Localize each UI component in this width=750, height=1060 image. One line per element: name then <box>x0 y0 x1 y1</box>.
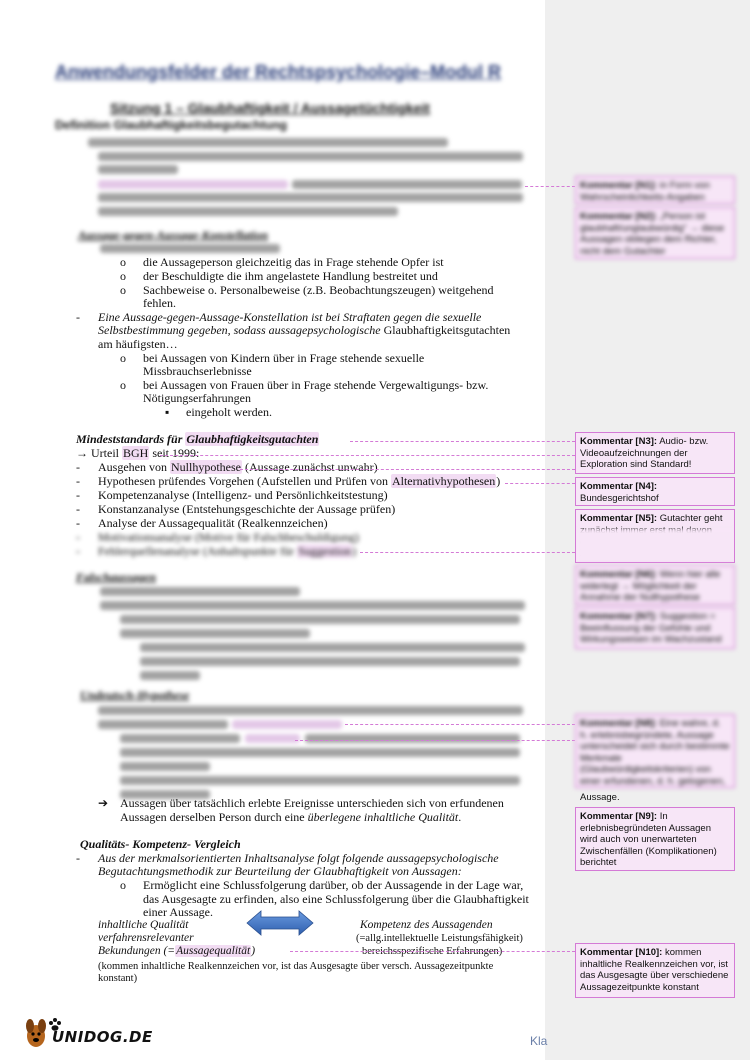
qual-right-2: (=allg.intellektuelle Leistungsfähigkeit) <box>356 933 523 944</box>
mindeststandards-heading: Mindeststandards für Glaubhaftigkeitsgutachten <box>76 432 319 446</box>
comment-connector <box>505 483 575 484</box>
comment-n4[interactable]: Kommentar [N4]: Bundesgerichtshof <box>575 477 735 506</box>
line-eingeholt: eingeholt werden. <box>186 405 272 419</box>
comment-connector <box>160 455 575 456</box>
qual-left-1: inhaltliche Qualität <box>98 919 189 931</box>
comment-connector <box>290 951 575 952</box>
bullet-o: o <box>120 269 126 283</box>
comment-n10[interactable]: Kommentar [N10]: kommen inhaltliche Realkennzeichen vor, ist das Ausgesagte über verschiedene Aussagezeitpunkte konstant <box>575 943 735 998</box>
item-hypothesen: Hypothesen prüfendes Vorgehen (Aufstellen und Prüfen von Alternativhypothesen) <box>98 474 501 488</box>
line-aussage-gegen-aussage: Eine Aussage-gegen-Aussage-Konstellation ist bei Straftaten gegen die sexuelle <box>98 310 482 324</box>
definition-heading: Definition Glaubhaftigkeitsbegutachtung <box>55 118 287 132</box>
qual-line-3: Ermöglicht eine Schlussfolgerung darüber, ob der Aussagende in der Lage war, <box>143 878 524 892</box>
dash-bullet: - <box>76 516 80 530</box>
bullet-o: o <box>120 878 126 892</box>
qual-line-1: Aus der merkmalsorientierten Inhaltsanalyse folgt folgende aussagepsychologische <box>98 851 499 865</box>
comment-connector <box>345 724 575 725</box>
bullet-o: o <box>120 283 126 297</box>
qual-line-4: das Ausgesagte zu erfinden, also eine Schlussfolgerung über die Glaubhaftigkeit <box>143 892 529 906</box>
dash-bullet: - <box>76 310 80 324</box>
bullet-o: o <box>120 378 126 392</box>
arrow-line-1: Aussagen über tatsächlich erlebte Ereignisse unterschieden sich von erfundenen <box>120 796 504 810</box>
undeutsch-heading: Undeutsch-Hypothese <box>80 688 190 702</box>
comment-connector <box>360 552 575 553</box>
falschaussagen-heading: Falschaussagen <box>76 570 157 584</box>
item-fehlerquellenanalyse: Fehlerquellenanalyse (Anhaltspunkte für Suggestion) <box>98 544 357 558</box>
comment-n8[interactable]: Kommentar [N8]: Eine wahre, d. h. erlebnisbegründete, Aussage unterscheidet sich durch bestimmte Merkmale (Glaubwürdigkeitskriterien) von einer erfundenen, d. h. gelogenen, <box>575 714 735 788</box>
dash-bullet: - <box>76 502 80 516</box>
aussage-heading: Aussage-gegen-Aussage-Konstellation <box>78 228 269 242</box>
dash-bullet: - <box>76 530 80 544</box>
line-opfer: die Aussageperson gleichzeitig das in Frage stehende Opfer ist <box>143 255 444 269</box>
dash-bullet: - <box>76 851 80 865</box>
logo-text: UNIDOG.DE <box>52 1028 153 1046</box>
line-haeufigsten: am häufigsten… <box>98 337 178 351</box>
line-frauen-cont: Nötigungserfahrungen <box>143 391 251 405</box>
dash-bullet: - <box>76 488 80 502</box>
qualitaet-heading: Qualitäts- Kompetenz- Vergleich <box>80 837 241 851</box>
comment-n2[interactable]: Kommentar [N2]: „Person ist glaubhaft/unglaubwürdig“ → diese Aussagen obliegen dem Richter, nicht dem Gutachter <box>575 207 735 259</box>
footer-right-text: Kla <box>530 1034 548 1048</box>
dash-bullet: - <box>76 474 80 488</box>
qual-line-2: Begutachtungsmethodik zur Beurteilung der Glaubhaftigkeit von Aussagen: <box>98 864 462 878</box>
qual-note-1: (kommen inhaltliche Realkennzeichen vor, ist das Ausgesagte über versch. Aussagezeitpunkte <box>98 961 494 972</box>
dash-bullet: - <box>76 460 80 474</box>
document-title: Anwendungsfelder der Rechtspsychologie–Modul R <box>55 62 502 82</box>
item-konstanzanalyse: Konstanzanalyse (Entstehungsgeschichte der Aussage prüfen) <box>98 502 396 516</box>
comment-connector <box>350 441 575 442</box>
qual-note-2: konstant) <box>98 973 138 984</box>
comment-n3[interactable]: Kommentar [N3]: Audio- bzw. Videoaufzeichnungen der Exploration sind Standard! <box>575 432 735 474</box>
line-kinder-cont: Missbrauchserlebnisse <box>143 364 252 378</box>
bullet-o: o <box>120 351 126 365</box>
line-sachbeweise-cont: fehlen. <box>143 296 176 310</box>
unidog-logo <box>22 1016 152 1055</box>
item-aussagequalitaet: Analyse der Aussagequalität (Realkennzeichen) <box>98 516 328 530</box>
item-nullhypothese: Ausgehen von Nullhypothese (Aussage zunächst unwahr) <box>98 460 378 474</box>
comment-connector <box>240 469 575 470</box>
item-kompetenzanalyse: Kompetenzanalyse (Intelligenz- und Persönlichkeitstestung) <box>98 488 388 502</box>
comment-n7[interactable]: Kommentar [N7]: Suggestion = Beeinflussung der Gefühle und Wirkungsweisen im Wachzustand <box>575 607 735 649</box>
comment-n1[interactable]: Kommentar [N1]: in Form von Wahrscheinlichkeits-Angaben <box>575 176 735 204</box>
arrow-line-2: Aussagen derselben Person durch eine überlegene inhaltliche Qualität. <box>120 810 462 824</box>
dash-bullet: - <box>76 544 80 558</box>
line-beschuldigte: der Beschuldigte die ihm angelastete Handlung bestreitet und <box>143 269 438 283</box>
comment-connector <box>525 186 575 187</box>
qual-right-3: bereichsspezifische Erfahrungen) <box>362 946 503 957</box>
qual-left-2: verfahrensrelevanter <box>98 932 194 944</box>
comment-n5[interactable]: Kommentar [N5]: Gutachter geht <box>575 509 735 563</box>
line-kinder: bei Aussagen von Kindern über in Frage stehende sexuelle <box>143 351 425 365</box>
qual-left-3: Bekundungen (=Aussagequalität) <box>98 945 256 957</box>
arrow-right-icon: ➔ <box>98 796 109 810</box>
bullet-o: o <box>120 255 126 269</box>
comment-n9[interactable]: Kommentar [N9]: In erlebnisbegründeten Aussagen wird auch von unerwarteten Zwischenfällen (Komplikationen) berichtet <box>575 807 735 871</box>
session-title: Sitzung 1 – Glaubhaftigkeit / Aussagetüchtigkeit <box>110 100 430 116</box>
qual-right-1: Kompetenz des Aussagenden <box>360 919 493 931</box>
comment-n8-end: Aussage. <box>580 792 620 803</box>
line-sachbeweise: Sachbeweise o. Personalbeweise (z.B. Beobachtungszeugen) weitgehend <box>143 283 494 297</box>
double-arrow-icon <box>245 910 315 936</box>
item-motivationsanalyse: Motivationsanalyse (Motive für Falschbeschuldigung) <box>98 530 359 544</box>
line-frauen: bei Aussagen von Frauen über in Frage stehende Vergewaltigungs- bzw. <box>143 378 489 392</box>
qual-line-5: einer Aussage. <box>143 905 213 919</box>
comment-n6[interactable]: Kommentar [N6]: Wenn hier alle widerlegt → Möglichkeit der Annahme der Nullhypothese <box>575 565 735 605</box>
bullet-square: ▪ <box>165 405 170 419</box>
comment-n5-blur <box>576 529 735 563</box>
line-selbstbestimmung: Selbstbestimmung gegeben, sodass aussagepsychologische Glaubhaftigkeitsgutachten <box>98 323 511 337</box>
urteil-line: → Urteil BGH seit 1999: <box>76 446 200 460</box>
comment-connector <box>295 740 575 741</box>
